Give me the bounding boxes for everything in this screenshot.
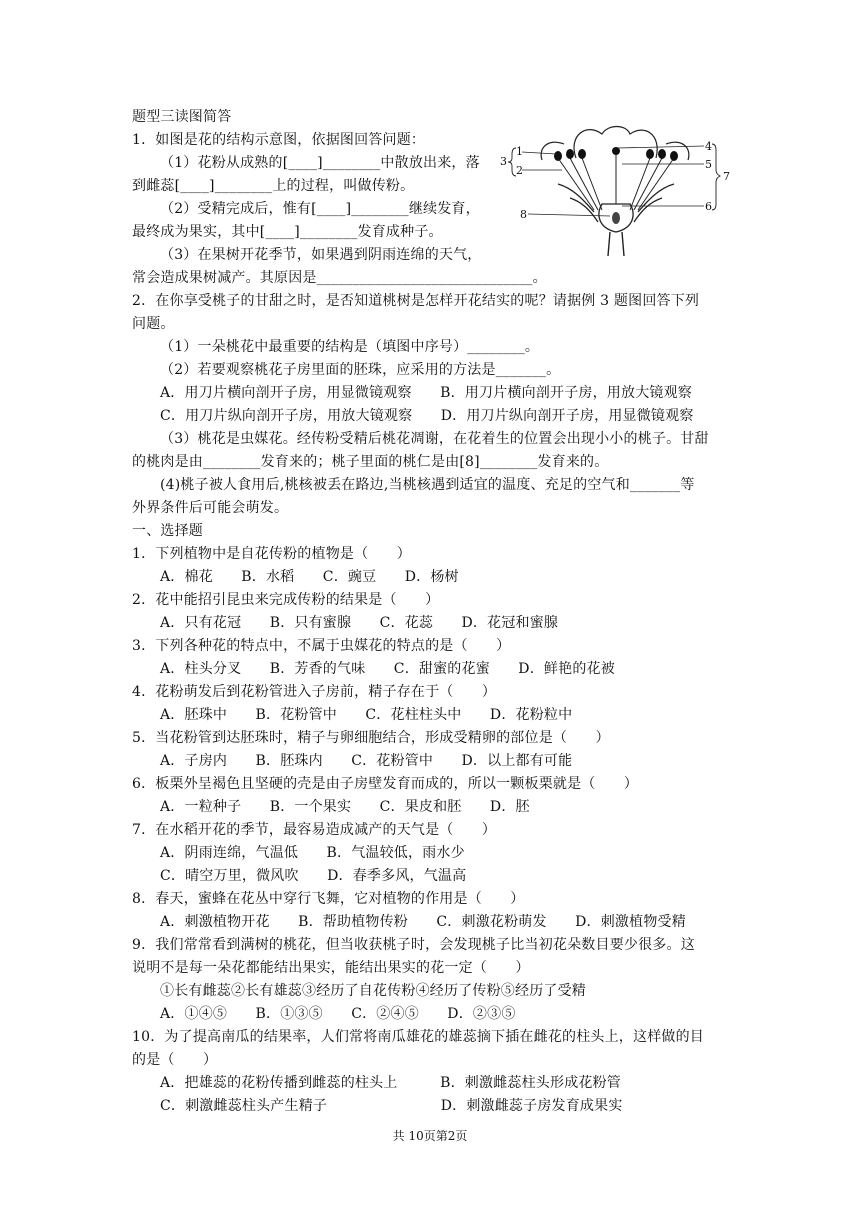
mc-question-4-options: A．胚珠中 B．花粉管中 C．花柱柱头中 D．花粉粒中 (160, 707, 573, 723)
figure-label-4: 4 (705, 140, 712, 153)
question-1-part-1-cont: 到雌蕊[____]________上的过程，叫做传粉。 (132, 178, 415, 194)
question-1-part-1: （1）花粉从成熟的[____]________中散放出来，落 (160, 155, 480, 171)
figure-label-8: 8 (520, 208, 527, 221)
flower-diagram-svg (498, 118, 736, 258)
figure-label-5: 5 (705, 158, 712, 171)
figure-label-1: 1 (516, 145, 523, 158)
flower-structure-diagram (498, 118, 736, 258)
mc-question-7-options-cd: C．晴空万里，微风吹 D．春季多风，气温高 (160, 868, 467, 884)
question-1: 1．如图是花的结构示意图，依据图回答问题： (132, 132, 426, 148)
mc-question-6-options: A．一粒种子 B．一个果实 C．果皮和胚 D．胚 (160, 799, 530, 815)
question-2-part-3-cont: 的桃肉是由________发育来的；桃子里面的桃仁是由[8]________发育来的。 (132, 454, 609, 470)
mc-question-10: 10．为了提高南瓜的结果率，人们常将南瓜雄花的雄蕊摘下插在雌花的柱头上，这样做的目 (132, 1029, 705, 1045)
mc-question-1: 1．下列植物中是自花传粉的植物是（ ） (132, 546, 411, 562)
figure-label-7: 7 (723, 170, 730, 183)
section-title: 题型三读图简答 (132, 109, 232, 125)
question-2-options-cd: C．用刀片纵向剖开子房，用放大镜观察 D．用刀片纵向剖开子房，用显微镜观察 (160, 408, 694, 424)
mc-question-3: 3．下列各种花的特点中，不属于虫媒花的特点的是（ ） (132, 638, 511, 654)
mc-question-3-options: A．柱头分叉 B．芳香的气味 C．甜蜜的花蜜 D．鲜艳的花被 (160, 661, 615, 677)
mc-question-10-options-ab: A．把雄蕊的花粉传播到雌蕊的柱头上 B．刺激雌蕊柱头形成花粉管 (160, 1075, 621, 1091)
question-1-part-3-cont: 常会造成果树减产。其原因是______________________________。 (132, 270, 547, 286)
mc-question-8-options: A．刺激植物开花 B．帮助植物传粉 C．刺激花粉萌发 D．刺激植物受精 (160, 914, 686, 930)
question-2-part-4: (4)桃子被人食用后,桃核被丢在路边,当桃核遇到适宜的温度、充足的空气和_______等 (160, 477, 695, 493)
mc-question-4: 4．花粉萌发后到花粉管进入子房前，精子存在于（ ） (132, 684, 497, 700)
page-footer: 共 10页第2页 (392, 1129, 468, 1143)
mc-question-5-options: A．子房内 B．胚珠内 C．花粉管中 D．以上都有可能 (160, 753, 573, 769)
mc-question-7: 7．在水稻开花的季节，最容易造成减产的天气是（ ） (132, 822, 497, 838)
mc-question-9-options: A．①④⑤ B．①③⑤ C．②④⑤ D．②③⑤ (160, 1006, 516, 1022)
figure-label-2: 2 (516, 164, 523, 177)
mc-question-9-cont: 说明不是每一朵花都能结出果实，能结出果实的花一定（ ） (132, 960, 530, 976)
mc-question-10-cont: 的是（ ） (132, 1052, 218, 1068)
question-2-part-3: （3）桃花是虫媒花。经传粉受精后桃花凋谢，在花着生的位置会出现小小的桃子。甘甜 (160, 431, 709, 447)
mc-question-5: 5．当花粉管到达胚珠时，精子与卵细胞结合，形成受精卵的部位是（ ） (132, 730, 610, 746)
question-2-cont: 问题。 (132, 316, 175, 332)
figure-label-3: 3 (500, 155, 507, 168)
mc-question-10-options-cd: C．刺激雌蕊柱头产生精子 D．刺激雌蕊子房发育成果实 (160, 1098, 623, 1114)
question-1-part-2-cont: 最终成为果实，其中[____]________发育成种子。 (132, 224, 443, 240)
question-2-part-2: （2）若要观察桃花子房里面的胚珠，应采用的方法是_______。 (160, 362, 561, 378)
mc-question-6: 6．板栗外呈褐色且坚硬的壳是由子房壁发育而成的，所以一颗板栗就是（ ） (132, 776, 639, 792)
mc-question-9: 9．我们常常看到满树的桃花，但当收获桃子时，会发现桃子比当初花朵数目要少很多。这 (132, 937, 695, 953)
question-1-part-2: （2）受精完成后，惟有[____]________继续发育， (160, 201, 480, 217)
question-2-part-1: （1）一朵桃花中最重要的结构是（填图中序号）________。 (160, 339, 540, 355)
mc-question-9-statements: ①长有雌蕊②长有雄蕊③经历了自花传粉④经历了传粉⑤经历了受精 (160, 983, 586, 999)
mc-question-8: 8．春天，蜜蜂在花丛中穿行飞舞，它对植物的作用是（ ） (132, 891, 525, 907)
mc-question-2: 2．花中能招引昆虫来完成传粉的结果是（ ） (132, 592, 440, 608)
mc-question-1-options: A．棉花 B．水稻 C．豌豆 D．杨树 (160, 569, 459, 585)
mc-question-2-options: A．只有花冠 B．只有蜜腺 C．花蕊 D．花冠和蜜腺 (160, 615, 559, 631)
question-2-options-ab: A．用刀片横向剖开子房，用显微镜观察 B．用刀片横向剖开子房，用放大镜观察 (160, 385, 692, 401)
figure-label-6: 6 (705, 200, 712, 213)
question-2-part-4-cont: 外界条件后可能会萌发。 (132, 500, 289, 516)
question-1-part-3: （3）在果树开花季节，如果遇到阴雨连绵的天气， (160, 247, 482, 263)
question-2: 2．在你享受桃子的甘甜之时，是否知道桃树是怎样开花结实的呢？请据例 3 题图回答下列 (132, 293, 700, 309)
mc-question-7-options-ab: A．阴雨连绵，气温低 B．气温较低，雨水少 (160, 845, 465, 861)
choice-section-title: 一、选择题 (132, 523, 203, 539)
